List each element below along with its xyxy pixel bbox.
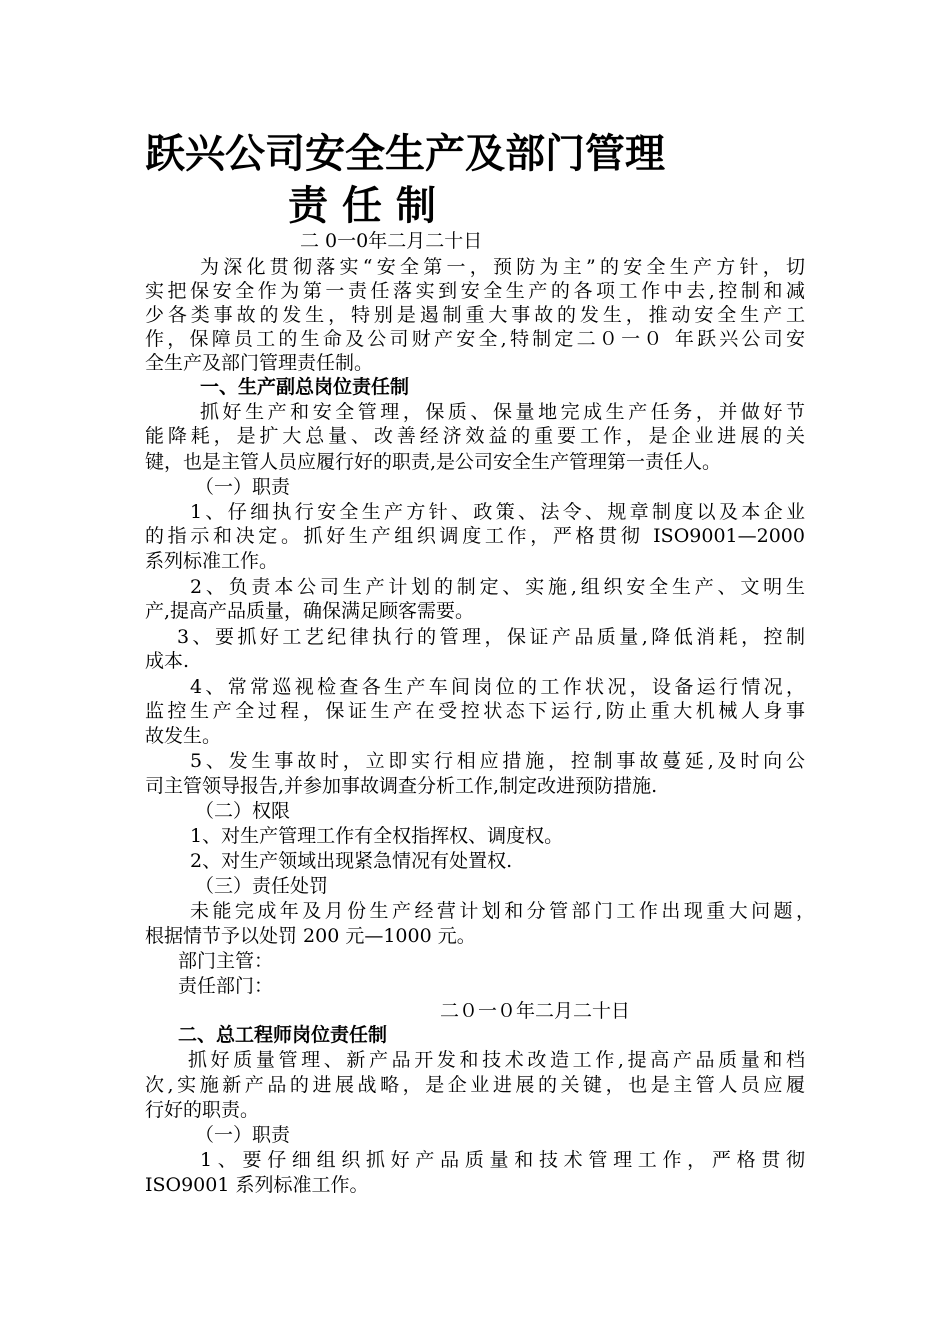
subsection-heading: （二）权限 xyxy=(195,800,291,822)
paragraph-line: 次,实施新产品的进展战略，是企业进展的关键，也是主管人员应履 xyxy=(145,1074,805,1096)
duty-line: 成本. xyxy=(145,650,190,672)
document-title: 跃兴公司安全生产及部门管理 xyxy=(145,131,665,177)
duty-line: 监控生产全过程，保证生产在受控状态下运行,防止重大机械人身事 xyxy=(145,700,805,722)
penalty-line: 根据情节予以处罚 200 元—1000 元。 xyxy=(145,925,476,947)
signature-department: 责任部门： xyxy=(178,975,274,997)
paragraph-line: 行好的职责。 xyxy=(145,1099,260,1121)
intro-line: 少各类事故的发生，特别是遏制重大事故的发生，推动安全生产工 xyxy=(145,304,805,326)
duty-line: 3、要抓好工艺纪律执行的管理，保证产品质量,降低消耗，控制 xyxy=(177,626,805,648)
document-title-line2: 责任制 xyxy=(288,183,450,229)
signature-date: 二０一０年二月二十日 xyxy=(440,1000,631,1022)
intro-line: 作，保障员工的生命及公司财产安全,特制定二０一０ 年跃兴公司安 xyxy=(145,328,805,350)
subsection-heading: （一）职责 xyxy=(195,1124,291,1146)
duty-line: 司主管领导报告,并参加事故调查分析工作,制定改进预防措施. xyxy=(145,775,658,797)
duty-line: 系列标准工作。 xyxy=(145,550,279,572)
section-heading: 二、总工程师岗位责任制 xyxy=(178,1024,388,1046)
signature-manager: 部门主管： xyxy=(178,950,274,972)
duty-line: 4、常常巡视检查各生产车间岗位的工作状况，设备运行情况， xyxy=(190,676,805,698)
intro-line: 全生产及部门管理责任制。 xyxy=(145,352,374,374)
duty-line: 1、要仔细组织抓好产品质量和技术管理工作，严格贯彻 xyxy=(200,1149,805,1171)
subsection-heading: （三）责任处罚 xyxy=(195,875,329,897)
right-line: 1、对生产管理工作有全权指挥权、调度权。 xyxy=(190,825,564,847)
duty-line: 产,提高产品质量，确保满足顾客需要。 xyxy=(145,600,475,622)
paragraph-line: 抓好质量管理、新产品开发和技术改造工作,提高产品质量和档 xyxy=(188,1049,805,1071)
paragraph-line: 键，也是主管人员应履行好的职责,是公司安全生产管理第一责任人。 xyxy=(145,451,722,473)
duty-line: 1、仔细执行安全生产方针、政策、法令、规章制度以及本企业 xyxy=(190,501,805,523)
section-heading: 一、生产副总岗位责任制 xyxy=(200,376,410,398)
document-date: 二 0一0年二月二十日 xyxy=(300,230,483,252)
duty-line: ISO9001 系列标准工作。 xyxy=(145,1174,369,1196)
intro-line: 实把保安全作为第一责任落实到安全生产的各项工作中去,控制和减 xyxy=(145,280,805,302)
duty-line: 5、发生事故时，立即实行相应措施，控制事故蔓延,及时向公 xyxy=(190,750,805,772)
paragraph-line: 能降耗，是扩大总量、改善经济效益的重要工作，是企业进展的关 xyxy=(145,425,805,447)
subsection-heading: （一）职责 xyxy=(195,476,291,498)
right-line: 2、对生产领域出现紧急情况有处置权. xyxy=(190,850,513,872)
paragraph-line: 抓好生产和安全管理，保质、保量地完成生产任务，并做好节 xyxy=(200,401,805,423)
duty-line: 2、负责本公司生产计划的制定、实施,组织安全生产、文明生 xyxy=(190,576,805,598)
penalty-line: 未能完成年及月份生产经营计划和分管部门工作出现重大问题， xyxy=(190,900,815,922)
duty-line: 故发生。 xyxy=(145,725,222,747)
intro-line: 为深化贯彻落实“安全第一，预防为主”的安全生产方针，切 xyxy=(200,256,805,278)
duty-line: 的指示和决定。抓好生产组织调度工作，严格贯彻 ISO9001—2000 xyxy=(145,525,805,547)
